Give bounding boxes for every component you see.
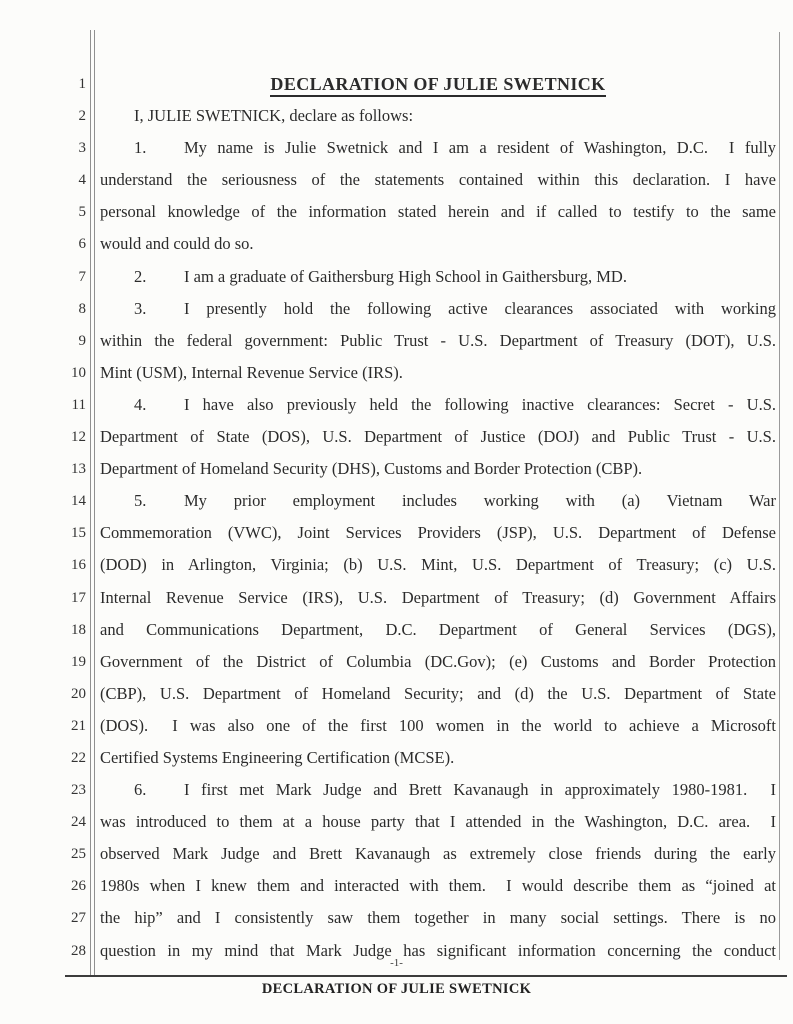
line-number: 12 [71,429,86,446]
line-number: 2 [78,108,86,125]
line-number: 5 [78,204,86,221]
line-number: 10 [71,364,86,381]
footer-rule [65,975,787,977]
line-text: observed Mark Judge and Brett Kavanaugh as extremely close friends during the early [100,844,776,864]
document-line [0,838,793,870]
line-number: 26 [71,878,86,895]
document-line [0,549,793,581]
line-number: 27 [71,910,86,927]
document-line [0,485,793,517]
document-line [0,453,793,485]
line-number: 21 [71,717,86,734]
line-text: Internal Revenue Service (IRS), U.S. Department of Treasury; (d) Government Affairs [100,587,776,607]
line-text: (DOS). I was also one of the first 100 women in the world to achieve a Microsoft [100,715,776,735]
document-line [0,68,793,100]
paragraph-number: 5. [134,491,147,511]
line-number: 3 [78,140,86,157]
line-number: 22 [71,749,86,766]
line-number: 6 [78,236,86,253]
document-line [0,100,793,132]
document-line [0,614,793,646]
line-number: 8 [78,300,86,317]
line-text: was introduced to them at a house party that I attended in the Washington, D.C. area. I [100,812,776,832]
document-line [0,742,793,774]
line-text: Mint (USM), Internal Revenue Service (IRS). [100,362,403,382]
footer-title: DECLARATION OF JULIE SWETNICK [261,981,532,997]
document-line [0,646,793,678]
line-text: 1. My name is Julie Swetnick and I am a resident of Washington, D.C. I fully [100,132,793,164]
document-title: DECLARATION OF JULIE SWETNICK [270,74,605,97]
document-line [0,806,793,838]
document-line [0,710,793,742]
line-number: 24 [71,814,86,831]
line-text: question in my mind that Mark Judge has significant information concerning the conduct [100,940,776,960]
line-text: Department of Homeland Security (DHS), Customs and Border Protection (CBP). [100,459,643,479]
document-line [0,228,793,260]
document-line [0,261,793,293]
line-number: 16 [71,557,86,574]
line-number: 15 [71,525,86,542]
line-text: understand the seriousness of the statements contained within this declaration. I have [100,170,776,190]
line-text: Government of the District of Columbia (DC.Gov); (e) Customs and Border Protection [100,651,776,671]
line-number: 9 [78,332,86,349]
line-number: 18 [71,621,86,638]
document-line [0,357,793,389]
document-line [0,678,793,710]
line-number: 1 [78,76,86,92]
line-number: 28 [71,942,86,959]
line-text: 4. I have also previously held the following inactive clearances: Secret - U.S. [100,389,793,421]
line-text: Department of State (DOS), U.S. Department of Justice (DOJ) and Public Trust - U.S. [100,427,776,447]
line-number: 19 [71,653,86,670]
document-line [0,132,793,164]
paragraph-number: 1. [134,138,147,158]
page-number: -1- [390,957,403,969]
document-body [0,68,793,967]
line-text: (DOD) in Arlington, Virginia; (b) U.S. Mint, U.S. Department of Treasury; (c) U.S. [100,555,776,575]
document-line [0,870,793,902]
paragraph-number: 4. [134,394,147,414]
line-number: 25 [71,846,86,863]
line-text: and Communications Department, D.C. Department of General Services (DGS), [100,619,776,639]
document-line [0,517,793,549]
line-number: 13 [71,461,86,478]
line-text: I, JULIE SWETNICK, declare as follows: [134,106,414,126]
line-number: 7 [78,268,86,285]
paragraph-number: 3. [134,298,147,318]
line-text [100,68,793,100]
line-text: 6. I first met Mark Judge and Brett Kavanaugh in approximately 1980-1981. I [100,774,793,806]
line-text: would and could do so. [100,234,254,254]
line-text: Certified Systems Engineering Certification (MCSE). [100,747,455,767]
document-line [0,196,793,228]
line-text: the hip” and I consistently saw them together in many social settings. There is no [100,908,776,928]
line-text: (CBP), U.S. Department of Homeland Security; and (d) the U.S. Department of State [100,683,776,703]
paragraph-number: 2. [134,266,147,286]
line-number: 23 [71,782,86,799]
line-text: 5. My prior employment includes working with (a) Vietnam War [100,485,793,517]
line-number: 17 [71,589,86,606]
document-line [0,902,793,934]
document-line [0,164,793,196]
line-text: Commemoration (VWC), Joint Services Providers (JSP), U.S. Department of Defense [100,523,776,543]
line-number: 11 [71,396,86,413]
document-line [0,582,793,614]
line-number: 20 [71,685,86,702]
line-text: 2. I am a graduate of Gaithersburg High School in Gaithersburg, MD. [100,261,793,293]
document-line [0,421,793,453]
line-text: 1980s when I knew them and interacted with them. I would describe them as “joined at [100,876,776,896]
document-line [0,774,793,806]
line-number: 4 [78,172,86,189]
document-line [0,389,793,421]
paragraph-number: 6. [134,780,147,800]
line-number: 14 [71,493,86,510]
line-text: within the federal government: Public Trust - U.S. Department of Treasury (DOT), U.S. [100,330,776,350]
document-line [0,293,793,325]
document-line [0,325,793,357]
line-text: personal knowledge of the information stated herein and if called to testify to the same [100,202,776,222]
line-text: 3. I presently hold the following active clearances associated with working [100,293,793,325]
